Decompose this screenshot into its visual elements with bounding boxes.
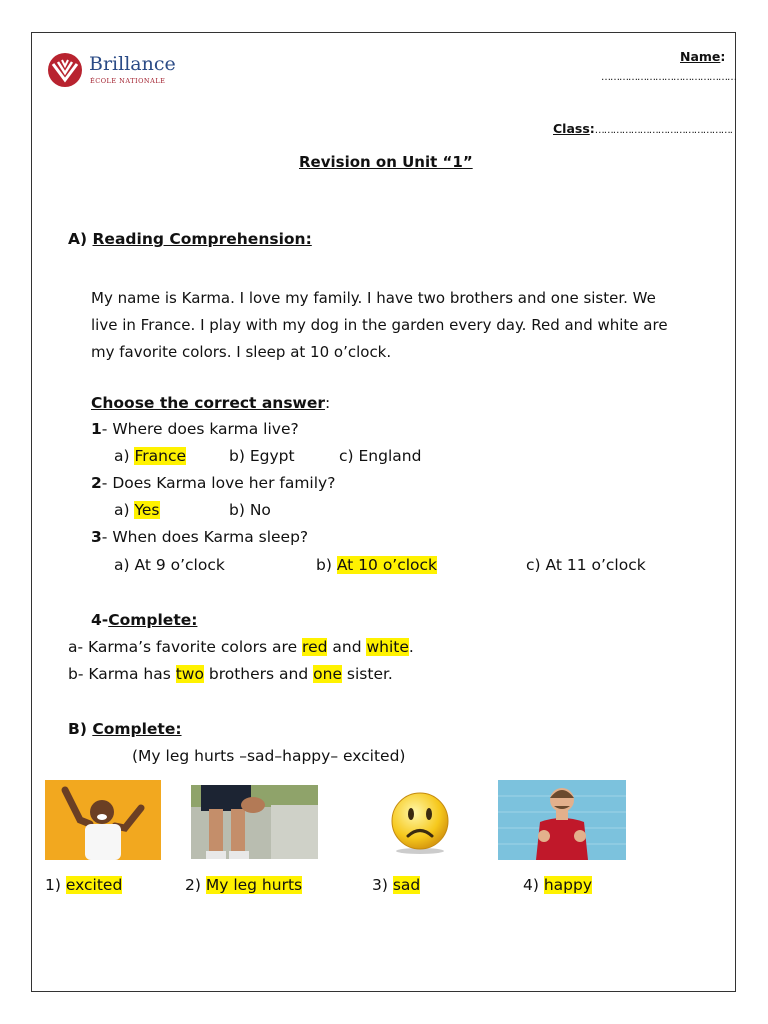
photo-happy-man <box>498 780 626 860</box>
q1-option-c[interactable]: c) England <box>339 447 422 465</box>
class-field[interactable]: ………………………………………. <box>594 125 732 136</box>
answer-red[interactable]: red <box>302 638 328 656</box>
logo-subtitle: ÉCOLE NATIONALE <box>90 77 166 85</box>
b-answer-4[interactable]: 4) happy <box>523 876 593 894</box>
q1-option-a[interactable]: a) France <box>114 447 187 465</box>
answer-two[interactable]: two <box>175 665 204 683</box>
happy-man-image <box>498 780 626 860</box>
question-2: 2- Does Karma love her family? <box>91 474 336 492</box>
excited-man-image <box>45 780 161 860</box>
question-3: 3- When does Karma sleep? <box>91 528 309 546</box>
page-title: Revision on Unit “1” <box>299 153 473 171</box>
name-field[interactable]: ……………………………………… <box>601 72 736 83</box>
photo-excited-man <box>45 780 161 860</box>
section-a-heading <box>68 230 312 248</box>
school-logo <box>47 50 177 90</box>
complete-line-b: b- Karma has two brothers and one sister. <box>68 665 393 683</box>
reading-passage: My name is Karma. I love my family. I have two brothers and one sister. We live in France. I play with my dog in the garden every day. Red and white are my favorite colors. I sleep at 10 o’clock. <box>91 289 668 361</box>
section-b-heading: B) Complete: <box>68 720 182 738</box>
section-a-letter: A) <box>68 230 88 248</box>
answer-white[interactable]: white <box>366 638 409 656</box>
name-label-row: Name: <box>680 49 726 64</box>
q1-option-b[interactable]: b) Egypt <box>229 447 295 465</box>
q2-option-a[interactable]: a) Yes <box>114 501 160 519</box>
name-label: Name <box>680 49 721 64</box>
q2-option-b[interactable]: b) No <box>229 501 271 519</box>
q3-option-b[interactable]: b) At 10 o’clock <box>316 556 438 574</box>
question-1: 1- Where does karma live? <box>91 420 299 438</box>
section-a-title: Reading Comprehension: <box>92 230 312 248</box>
class-row: Class:………………………………………. <box>553 121 732 136</box>
q3-option-c[interactable]: c) At 11 o’clock <box>526 556 646 574</box>
q3-option-a[interactable]: a) At 9 o’clock <box>114 556 225 574</box>
brillance-logo-icon <box>47 52 83 88</box>
choose-heading: Choose the correct answer: <box>91 394 331 412</box>
complete-heading: 4-Complete: <box>91 611 198 629</box>
sad-face-icon <box>384 789 456 855</box>
b-answer-3[interactable]: 3) sad <box>372 876 421 894</box>
b-answer-2[interactable]: 2) My leg hurts <box>185 876 303 894</box>
word-bank: (My leg hurts –sad–happy– excited) <box>132 747 406 765</box>
class-label: Class <box>553 121 590 136</box>
choose-title: Choose the correct answer <box>91 394 326 412</box>
b-answer-1[interactable]: 1) excited <box>45 876 123 894</box>
complete-line-a: a- Karma’s favorite colors are red and white. <box>68 638 414 656</box>
leg-hurts-image <box>191 785 318 859</box>
photo-sad-face <box>384 789 456 855</box>
logo-name: Brillance <box>89 53 176 75</box>
photo-leg-hurts <box>191 785 318 859</box>
answer-one[interactable]: one <box>313 665 342 683</box>
